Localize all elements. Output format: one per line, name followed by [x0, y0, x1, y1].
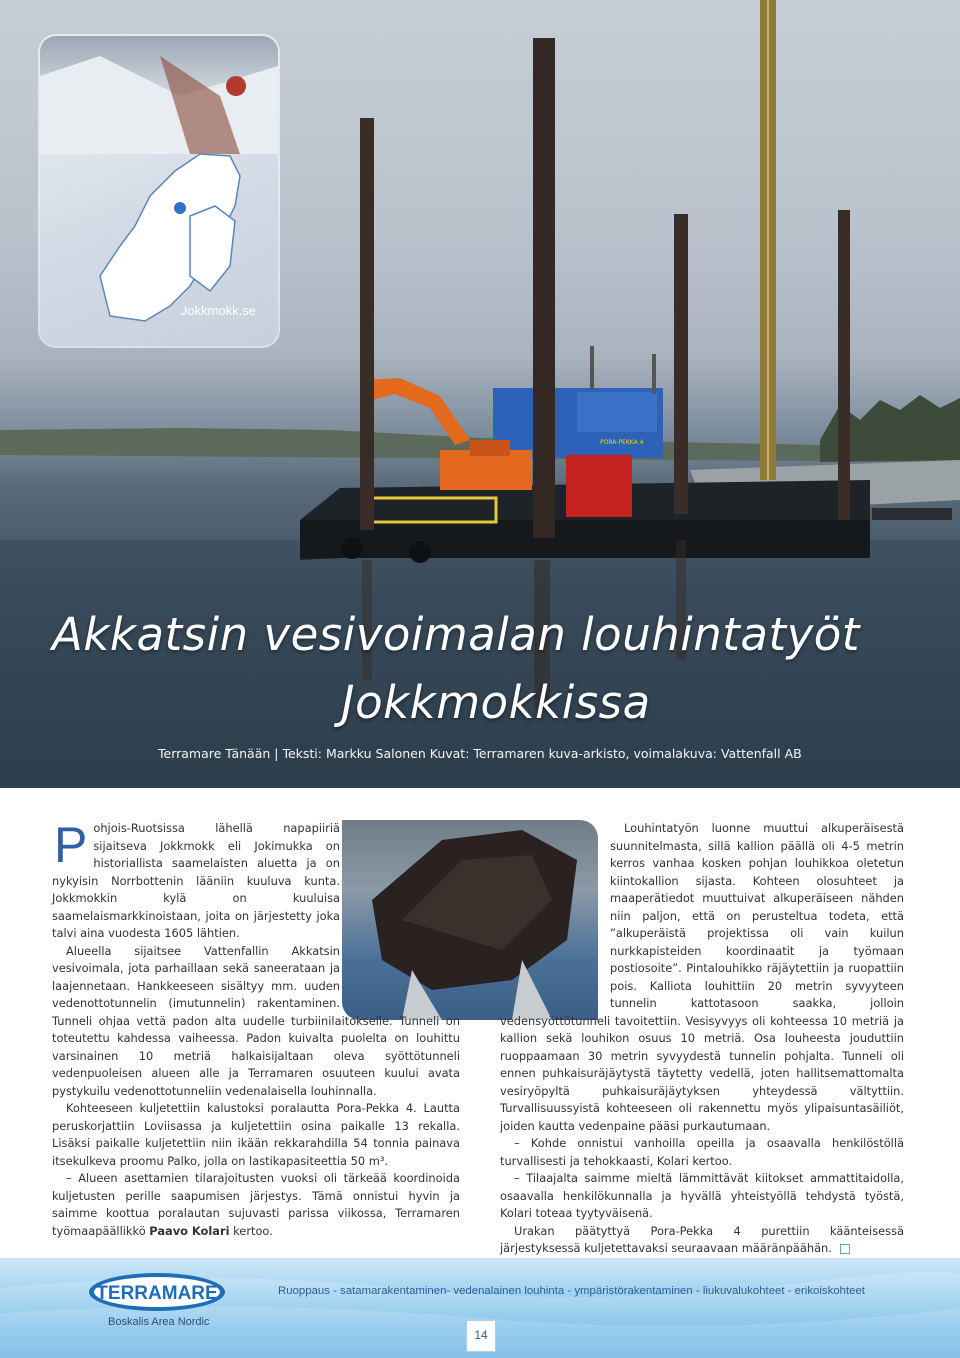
page-number: 14: [474, 1328, 488, 1342]
article-title-line1: Akkatsin vesivoimalan louhintatyöt: [52, 608, 860, 661]
left-paragraph-3: Kohteeseen kuljetettiin kalustoksi poralautta Pora-Pekka 4. Lautta peruskorjattiin Loviisassa ja kuljetettiin osina paikalle 13 rekalla. Lisäksi paikalle kuljetettiin niin ikään rekkarahdilla 54 tonnia painava itsekulkeva proomu Palko, jolla on lastikapasiteettia 50 m³.: [52, 1101, 460, 1168]
right-paragraph-4: Urakan päätyttyä Pora-Pekka 4 purettiin käänteisessä järjestyksessä kuljetettavaksi seuraavaan määränpäähän.: [500, 1223, 904, 1255]
map-caption: Jokkmokk.se: [180, 303, 256, 318]
boat-label: PORA-PEKKA 4: [600, 439, 644, 446]
left-paragraph-1: ohjois-Ruotsissa lähellä napapiiriä sijaitseva Jokkmokk eli Jokimukka on historiallista saamelaisten aluetta ja on nykyisin Norrbottenin lääniin kuuluva kunta. Jokkmokkin kylä on kuuluisa saamelaismarkkinoistaan, joita on järjestetty joka talvi aina vuodesta 1605 lähtien.: [52, 821, 340, 940]
person-name: Paavo Kolari: [149, 1223, 230, 1238]
map-inset: [40, 36, 278, 346]
jokkmokk-marker: [174, 202, 186, 214]
end-mark-icon: [840, 1244, 850, 1254]
left-paragraph-2: Alueella sijaitsee Vattenfallin Akkatsin vesivoimala, jota parhaillaan sekä saneerataan ja laajennetaan. Hankkeeseen sisältyy mm. uuden vedenottotunnelin (imutunnelin) rakentaminen. Tunneli ohjaa vettä padon alta uudelle turbiinilaitokselle. Tunneli on toteutettu kahdessa vaiheessa. Padon kuivalta puolelta on louhittu varsinainen 10 metriä halkaisijaltaan oleva syöttötunneli vedenpuoleisen alueen alle ja Terramaren osuuteen kuului avata pystykuilu vedenottotunneliin vedenalaisella louhinnalla.: [52, 943, 460, 1098]
right-paragraph-2: – Kohde onnistui vanhoilla opeilla ja osaavalla henkilöstöllä turvallisesti ja tehokkaasti, Kolari kertoo.: [500, 1136, 904, 1168]
left-paragraph-4: – Alueen asettamien tilarajoitusten vuoksi oli tärkeää koordinoida kuljetusten perille saapumisen järjestys. Tämä onnistui hyvin ja saimme koottua poralautan sujuvasti parissa viikossa, Terramaren työmaapäällikkö Paavo Kolari kertoo.: [52, 1171, 460, 1238]
dropcap: P: [54, 817, 88, 873]
byline: Terramare Tänään | Teksti: Markku Salonen Kuvat: Terramaren kuva-arkisto, voimalakuva: Vattenfall AB: [158, 746, 802, 761]
company-name: Boskalis Area Nordic: [108, 1316, 210, 1328]
article-right-column: [500, 820, 904, 1258]
article-title-line2: Jokkmokkissa: [341, 676, 651, 729]
terramare-logo: [88, 1272, 226, 1312]
svg-text:TERRAMARE: TERRAMARE: [96, 1283, 218, 1304]
services-list: Ruoppaus - satamarakentaminen- vedenalainen louhinta - ympäristörakentaminen - liukuvalukohteet - erikoiskohteet: [278, 1285, 865, 1297]
right-paragraph-3: – Tilaajalta saimme mieltä lämmittävät kiitokset ammattitaidolla, osaavalla henkilökunnalla ja hyvällä yhteistyöllä tehdystä työstä, Kolari toteaa tyytyväisenä.: [500, 1171, 904, 1220]
right-paragraph-1: Louhintatyön luonne muuttui alkuperäisestä suunnitelmasta, sillä kallion päällä oli 4-5 metrin kerros vanhaa kosken pohjan louhikkoa oletetun kiintokallion sijasta. Kohteen olosuhteet ja maaperätiedot muuttuivat alkuperäiseen nähden niin paljon, että on perusteltua todeta, että ”alkuperäistä projektissa oli vain kuilun nurkkapisteiden koordinaatit ja työmaan postiosoite”. Pintalouhikko räjäytettiin ja ruopattiin pois. Kalliota louhittiin 20 metrin syvyyteen tunnelin kattotasoon saakka, jolloin vedensyöttötunneli tavoitettiin. Vesisyvyys oli kohteessa 10 metriä ja kallion sekä louhikon osuus 10 metriä. Osa louheesta jouduttiin ruoppaamaan 30 metrin syvyydestä tunnelin pohjalta. Tunneli oli ennen puhkaisuräjäytystä täytetty vedellä, joten hallitsemattomalta vesiryöpyltä puhkaisuräjäytyksen yhteydessä vältyttiin. Turvallisuussyistä kohteeseen oli rakennettu myös ylipaisuntasäiliöt, joiden kautta vedenpaine pääsi purkautumaan.: [500, 821, 904, 1133]
scandinavia-map: [40, 36, 278, 346]
page-number-box: [466, 1320, 496, 1352]
article-left-column: [52, 817, 460, 1240]
